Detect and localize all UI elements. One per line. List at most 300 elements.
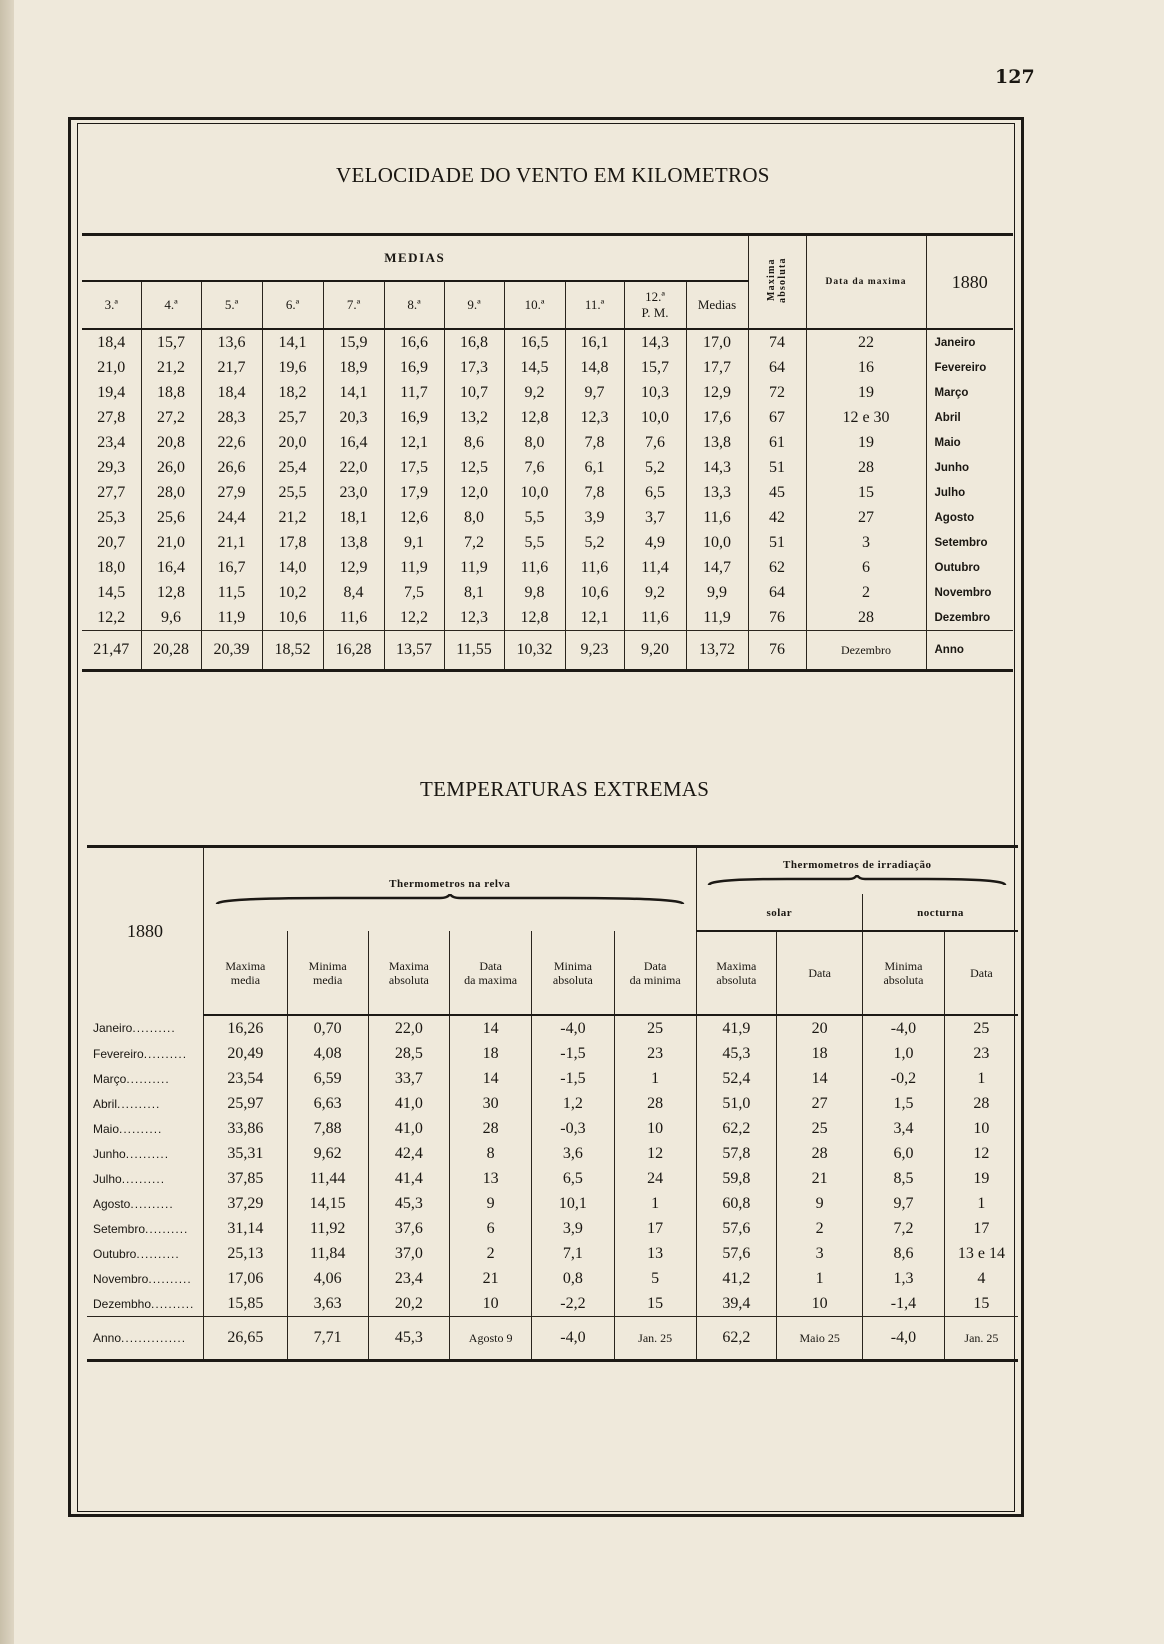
temps-cell: 1	[777, 1266, 863, 1291]
temps-year-header: 1880	[127, 921, 163, 941]
temps-cell: 37,85	[204, 1166, 288, 1191]
wind-cell: 12,9	[323, 555, 384, 580]
wind-cell: 17,9	[384, 480, 444, 505]
wind-cell: 11,9	[384, 555, 444, 580]
wind-cell: 19,6	[262, 355, 323, 380]
wind-row	[82, 455, 1013, 480]
temps-cell: 10	[450, 1291, 532, 1317]
wind-total-cell: 21,47	[82, 631, 141, 671]
temps-cell: 9,7	[863, 1191, 945, 1216]
wind-cell: 10,0	[624, 405, 686, 430]
temps-row	[87, 1216, 1018, 1241]
wind-cell: 19	[806, 430, 926, 455]
wind-cell: 27,2	[141, 405, 201, 430]
wind-cell: 51	[748, 530, 806, 555]
wind-cell: 14,5	[504, 355, 565, 380]
wind-total-cell: 9,23	[565, 631, 624, 671]
wind-month-label: Janeiro	[926, 329, 1013, 355]
wind-cell: 17,7	[686, 355, 748, 380]
temps-cell: 11,84	[287, 1241, 368, 1266]
wind-total-label: Anno	[926, 631, 1013, 671]
temps-cell: 62,2	[696, 1116, 777, 1141]
wind-cell: 20,8	[141, 430, 201, 455]
wind-cell: 20,7	[97, 533, 126, 551]
wind-cell: 24,4	[201, 505, 262, 530]
temps-month-label: Janeiro..........	[93, 1021, 176, 1035]
wind-row	[82, 329, 1013, 355]
temps-cell: 15	[944, 1291, 1018, 1317]
wind-cell: 27,9	[201, 480, 262, 505]
wind-cell: 16,5	[504, 329, 565, 355]
temps-month-label: Fevereiro..........	[93, 1046, 188, 1061]
temps-cell: 6,63	[287, 1091, 368, 1116]
temps-cell: 8,5	[863, 1166, 945, 1191]
temps-total-cell: Agosto 9	[450, 1317, 532, 1361]
temps-cell: 7,88	[287, 1116, 368, 1141]
temps-cell: 1,5	[863, 1091, 945, 1116]
wind-cell: 18,2	[262, 380, 323, 405]
wind-cell: 21,1	[201, 530, 262, 555]
temps-cell: 22,0	[368, 1015, 450, 1041]
temps-cell: 3,6	[532, 1141, 615, 1166]
wind-cell: 64	[748, 355, 806, 380]
wind-total-cell: 9,20	[624, 631, 686, 671]
wind-cell: 9,1	[384, 530, 444, 555]
wind-cell: 76	[748, 605, 806, 631]
temps-cell: 11,44	[287, 1166, 368, 1191]
temps-cell: 10	[944, 1116, 1018, 1141]
temps-cell: 25,97	[204, 1091, 288, 1116]
nocturna-header: nocturna	[863, 894, 1018, 931]
temps-row	[87, 1266, 1018, 1291]
temps-cell: 23	[944, 1041, 1018, 1066]
temps-cell: 8	[450, 1141, 532, 1166]
wind-cell: 51	[748, 455, 806, 480]
temps-cell: 1,0	[863, 1041, 945, 1066]
wind-month-label: Setembro	[926, 530, 1013, 555]
wind-cell: 23,4	[97, 433, 126, 451]
temps-cell: 9,62	[287, 1141, 368, 1166]
wind-total-cell: 76	[748, 631, 806, 671]
wind-cell: 15,7	[141, 329, 201, 355]
temps-cell: 41,9	[696, 1015, 777, 1041]
wind-cell: 20,3	[323, 405, 384, 430]
wind-cell: 4,9	[624, 530, 686, 555]
wind-cell: 19,4	[97, 383, 126, 401]
wind-cell: 67	[748, 405, 806, 430]
medias-header: MEDIAS	[82, 235, 748, 282]
temps-cell: 13 e 14	[944, 1241, 1018, 1266]
medias-col-header: Medias	[686, 281, 748, 329]
wind-cell: 22,6	[201, 430, 262, 455]
wind-cell: 8,0	[504, 430, 565, 455]
wind-total-cell: 13,72	[686, 631, 748, 671]
wind-cell: 72	[748, 380, 806, 405]
temps-cell: 23,4	[368, 1266, 450, 1291]
temps-cell: 20,2	[368, 1291, 450, 1317]
temps-cell: 52,4	[696, 1066, 777, 1091]
temps-total-cell: 62,2	[696, 1317, 777, 1361]
wind-cell: 17,8	[262, 530, 323, 555]
wind-cell: 11,6	[686, 505, 748, 530]
temps-cell: 1	[614, 1191, 696, 1216]
temps-cell: 1	[614, 1066, 696, 1091]
temps-col-header: Maxima absoluta	[696, 931, 777, 1015]
temps-cell: 37,0	[368, 1241, 450, 1266]
temps-cell: 13	[614, 1241, 696, 1266]
temps-row	[87, 1015, 1018, 1041]
temps-total-cell: -4,0	[532, 1317, 615, 1361]
page-number: 127	[995, 66, 1035, 88]
wind-cell: 16,1	[565, 329, 624, 355]
temps-cell: 9	[777, 1191, 863, 1216]
temps-cell: 1	[944, 1066, 1018, 1091]
temps-cell: 4	[944, 1266, 1018, 1291]
wind-cell: 17,6	[686, 405, 748, 430]
wind-cell: 10,6	[565, 580, 624, 605]
wind-cell: 18,8	[141, 380, 201, 405]
wind-cell: 12,5	[444, 455, 504, 480]
wind-cell: 8,1	[444, 580, 504, 605]
wind-cell: 12,1	[384, 430, 444, 455]
wind-cell: 25,5	[262, 480, 323, 505]
wind-cell: 28,0	[141, 480, 201, 505]
temps-cell: 4,06	[287, 1266, 368, 1291]
wind-cell: 6,1	[565, 455, 624, 480]
temps-row	[87, 1091, 1018, 1116]
temps-cell: -4,0	[863, 1015, 945, 1041]
temps-cell: 57,6	[696, 1241, 777, 1266]
temps-cell: 59,8	[696, 1166, 777, 1191]
wind-month-label: Maio	[926, 430, 1013, 455]
temps-month-label: Outubro..........	[93, 1246, 180, 1261]
wind-cell: 18,0	[97, 558, 126, 576]
hour-header: 5.ª	[201, 281, 262, 329]
wind-cell: 12,9	[686, 380, 748, 405]
temps-total-cell: 26,65	[204, 1317, 288, 1361]
temps-total-cell: -4,0	[863, 1317, 945, 1361]
wind-cell: 11,9	[201, 605, 262, 631]
temps-cell: -1,5	[532, 1041, 615, 1066]
temps-cell: 25	[944, 1015, 1018, 1041]
wind-cell: 12,2	[384, 605, 444, 631]
wind-cell: 5,5	[504, 505, 565, 530]
wind-cell: 12 e 30	[806, 405, 926, 430]
temps-row	[87, 1041, 1018, 1066]
wind-cell: 11,4	[624, 555, 686, 580]
wind-cell: 15,7	[624, 355, 686, 380]
wind-cell: 10,3	[624, 380, 686, 405]
wind-cell: 12,3	[565, 405, 624, 430]
temps-cell: 7,1	[532, 1241, 615, 1266]
temps-cell: 41,0	[368, 1116, 450, 1141]
wind-month-label: Julho	[926, 480, 1013, 505]
temps-cell: 19	[944, 1166, 1018, 1191]
wind-cell: 8,6	[444, 430, 504, 455]
wind-cell: 21,0	[97, 358, 126, 376]
wind-cell: 7,8	[565, 430, 624, 455]
hour-header: 8.ª	[384, 281, 444, 329]
wind-cell: 21,7	[201, 355, 262, 380]
wind-cell: 10,6	[262, 605, 323, 631]
wind-total-cell: 20,28	[141, 631, 201, 671]
temps-cell: 57,8	[696, 1141, 777, 1166]
temps-row	[87, 1166, 1018, 1191]
temps-col-header: Data da maxima	[450, 931, 532, 1015]
wind-cell: 10,0	[504, 480, 565, 505]
wind-cell: 45	[748, 480, 806, 505]
temps-cell: 45,3	[368, 1191, 450, 1216]
temps-row	[87, 1241, 1018, 1266]
wind-total-cell: 18,52	[262, 631, 323, 671]
wind-cell: 9,9	[686, 580, 748, 605]
wind-cell: 9,2	[504, 380, 565, 405]
temps-cell: 21	[450, 1266, 532, 1291]
temps-cell: 28	[777, 1141, 863, 1166]
temps-cell: 0,70	[287, 1015, 368, 1041]
wind-cell: 5,2	[624, 455, 686, 480]
wind-cell: 6,5	[624, 480, 686, 505]
wind-cell: 11,6	[565, 555, 624, 580]
wind-row	[82, 605, 1013, 631]
temps-cell: 5	[614, 1266, 696, 1291]
temps-cell: 42,4	[368, 1141, 450, 1166]
wind-cell: 9,2	[624, 580, 686, 605]
temps-cell: 1,2	[532, 1091, 615, 1116]
wind-cell: 14,1	[262, 329, 323, 355]
temps-cell: -1,5	[532, 1066, 615, 1091]
wind-row	[82, 530, 1013, 555]
wind-row	[82, 405, 1013, 430]
hour-header-12pm: 12.ª P. M.	[624, 281, 686, 329]
temps-row	[87, 1141, 1018, 1166]
wind-cell: 18,4	[201, 380, 262, 405]
temps-cell: 23,54	[204, 1066, 288, 1091]
wind-cell: 25,3	[97, 508, 126, 526]
temps-cell: 11,92	[287, 1216, 368, 1241]
temps-col-header: Maxima media	[204, 931, 288, 1015]
wind-cell: 14,3	[686, 455, 748, 480]
temps-cell: 30	[450, 1091, 532, 1116]
wind-cell: 28,3	[201, 405, 262, 430]
temps-month-label: Agosto..........	[93, 1196, 174, 1211]
wind-cell: 22,0	[323, 455, 384, 480]
wind-cell: 18,9	[323, 355, 384, 380]
wind-cell: 2	[806, 580, 926, 605]
wind-total-cell: 16,28	[323, 631, 384, 671]
temps-cell: 6,5	[532, 1166, 615, 1191]
wind-cell: 12,8	[141, 580, 201, 605]
wind-cell: 21,2	[262, 505, 323, 530]
temps-cell: 17	[944, 1216, 1018, 1241]
wind-month-label: Dezembro	[926, 605, 1013, 631]
temps-month-label: Julho..........	[93, 1171, 166, 1186]
wind-cell: 11,5	[201, 580, 262, 605]
temps-cell: 15	[614, 1291, 696, 1317]
wind-cell: 9,7	[565, 380, 624, 405]
wind-cell: 16	[806, 355, 926, 380]
temps-cell: 20,49	[204, 1041, 288, 1066]
wind-cell: 15,9	[323, 329, 384, 355]
wind-cell: 14,1	[323, 380, 384, 405]
wind-cell: 42	[748, 505, 806, 530]
wind-cell: 14,8	[565, 355, 624, 380]
temps-cell: 37,6	[368, 1216, 450, 1241]
wind-cell: 16,7	[201, 555, 262, 580]
temps-row	[87, 1066, 1018, 1091]
temps-cell: 18	[450, 1041, 532, 1066]
wind-cell: 13,8	[323, 530, 384, 555]
wind-month-label: Março	[926, 380, 1013, 405]
temps-cell: 3,9	[532, 1216, 615, 1241]
wind-cell: 62	[748, 555, 806, 580]
wind-row	[82, 505, 1013, 530]
wind-total-cell: 11,55	[444, 631, 504, 671]
temps-column-header-row	[87, 931, 1018, 1015]
temps-cell: 14	[450, 1066, 532, 1091]
wind-cell: 13,2	[444, 405, 504, 430]
irradiacao-group-header: Thermometros de irradiação	[696, 847, 1018, 895]
temps-cell: 41,4	[368, 1166, 450, 1191]
wind-cell: 8,4	[323, 580, 384, 605]
temps-cell: -0,3	[532, 1116, 615, 1141]
irradiacao-brace	[707, 875, 1007, 887]
wind-cell: 6	[806, 555, 926, 580]
temps-total-label: Anno...............	[87, 1317, 204, 1361]
temps-cell: 57,6	[696, 1216, 777, 1241]
temps-cell: 25,13	[204, 1241, 288, 1266]
temps-cell: 28	[944, 1091, 1018, 1116]
wind-cell: 12,6	[384, 505, 444, 530]
temps-cell: 51,0	[696, 1091, 777, 1116]
temps-cell: 25	[777, 1116, 863, 1141]
temps-cell: 31,14	[204, 1216, 288, 1241]
wind-cell: 27,8	[97, 408, 126, 426]
wind-cell: 27	[806, 505, 926, 530]
hour-header: 6.ª	[262, 281, 323, 329]
wind-total-cell: Dezembro	[806, 631, 926, 671]
wind-cell: 26,6	[201, 455, 262, 480]
wind-cell: 7,5	[384, 580, 444, 605]
wind-table	[82, 233, 1013, 672]
relva-brace	[215, 894, 685, 906]
max-abs-header: Maxima absoluta	[748, 235, 806, 330]
wind-cell: 5,5	[504, 530, 565, 555]
temps-cell: 28	[614, 1091, 696, 1116]
wind-cell: 18,4	[97, 333, 126, 351]
temps-cell: -4,0	[532, 1015, 615, 1041]
temperature-table	[87, 845, 1018, 1362]
temps-cell: 35,31	[204, 1141, 288, 1166]
wind-month-label: Fevereiro	[926, 355, 1013, 380]
temps-cell: 45,3	[696, 1041, 777, 1066]
wind-cell: 16,9	[384, 405, 444, 430]
wind-row	[82, 480, 1013, 505]
temps-month-label: Março..........	[93, 1071, 170, 1086]
wind-cell: 25,6	[141, 505, 201, 530]
wind-cell: 12,3	[444, 605, 504, 631]
temps-cell: 33,7	[368, 1066, 450, 1091]
wind-cell: 21,2	[141, 355, 201, 380]
wind-month-label: Junho	[926, 455, 1013, 480]
temps-cell: 9	[450, 1191, 532, 1216]
temps-cell: 17	[614, 1216, 696, 1241]
wind-cell: 11,7	[384, 380, 444, 405]
wind-cell: 17,3	[444, 355, 504, 380]
wind-cell: 13,3	[686, 480, 748, 505]
wind-cell: 20,0	[262, 430, 323, 455]
wind-cell: 19	[806, 380, 926, 405]
wind-cell: 25,4	[262, 455, 323, 480]
temps-cell: 25	[614, 1015, 696, 1041]
wind-cell: 12,8	[504, 605, 565, 631]
temps-cell: 14	[777, 1066, 863, 1091]
temps-month-label: Setembro..........	[93, 1221, 189, 1236]
wind-cell: 18,1	[323, 505, 384, 530]
wind-row	[82, 380, 1013, 405]
temps-cell: 37,29	[204, 1191, 288, 1216]
wind-cell: 17,0	[686, 329, 748, 355]
wind-cell: 11,6	[504, 555, 565, 580]
temps-annual-row	[87, 1317, 1018, 1361]
wind-row	[82, 555, 1013, 580]
wind-cell: 7,6	[624, 430, 686, 455]
temps-cell: 39,4	[696, 1291, 777, 1317]
hour-header: 9.ª	[444, 281, 504, 329]
temps-cell: 6	[450, 1216, 532, 1241]
temps-month-label: Junho..........	[93, 1146, 170, 1161]
wind-month-label: Agosto	[926, 505, 1013, 530]
temps-cell: 15,85	[204, 1291, 288, 1317]
temps-cell: 23	[614, 1041, 696, 1066]
wind-cell: 15	[806, 480, 926, 505]
wind-cell: 28	[806, 455, 926, 480]
wind-cell: 10,0	[686, 530, 748, 555]
temps-cell: 14,15	[287, 1191, 368, 1216]
wind-cell: 14,0	[262, 555, 323, 580]
temps-col-header: Minima media	[287, 931, 368, 1015]
wind-cell: 7,2	[444, 530, 504, 555]
temps-row	[87, 1191, 1018, 1216]
wind-cell: 11,6	[323, 605, 384, 631]
wind-total-cell: 20,39	[201, 631, 262, 671]
temps-cell: 0,8	[532, 1266, 615, 1291]
wind-cell: 16,4	[141, 555, 201, 580]
wind-cell: 16,9	[384, 355, 444, 380]
wind-row	[82, 355, 1013, 380]
wind-cell: 14,3	[624, 329, 686, 355]
wind-cell: 3,9	[565, 505, 624, 530]
temps-total-cell: Jan. 25	[944, 1317, 1018, 1361]
temps-cell: 28	[450, 1116, 532, 1141]
temps-col-header: Maxima absoluta	[368, 931, 450, 1015]
temps-cell: 2	[777, 1216, 863, 1241]
temps-cell: -0,2	[863, 1066, 945, 1091]
wind-cell: 16,6	[384, 329, 444, 355]
hour-header: 10.ª	[504, 281, 565, 329]
wind-cell: 12,2	[97, 608, 126, 626]
temps-col-header: Data da minima	[614, 931, 696, 1015]
wind-cell: 27,7	[97, 483, 126, 501]
wind-cell: 61	[748, 430, 806, 455]
wind-cell: 7,8	[565, 480, 624, 505]
temps-title: TEMPERATURAS EXTREMAS	[420, 777, 710, 801]
temps-cell: 3	[777, 1241, 863, 1266]
data-max-header: Data da maxima	[806, 235, 926, 330]
temps-cell: 18	[777, 1041, 863, 1066]
temps-cell: 24	[614, 1166, 696, 1191]
temps-month-label: Maio..........	[93, 1121, 163, 1136]
